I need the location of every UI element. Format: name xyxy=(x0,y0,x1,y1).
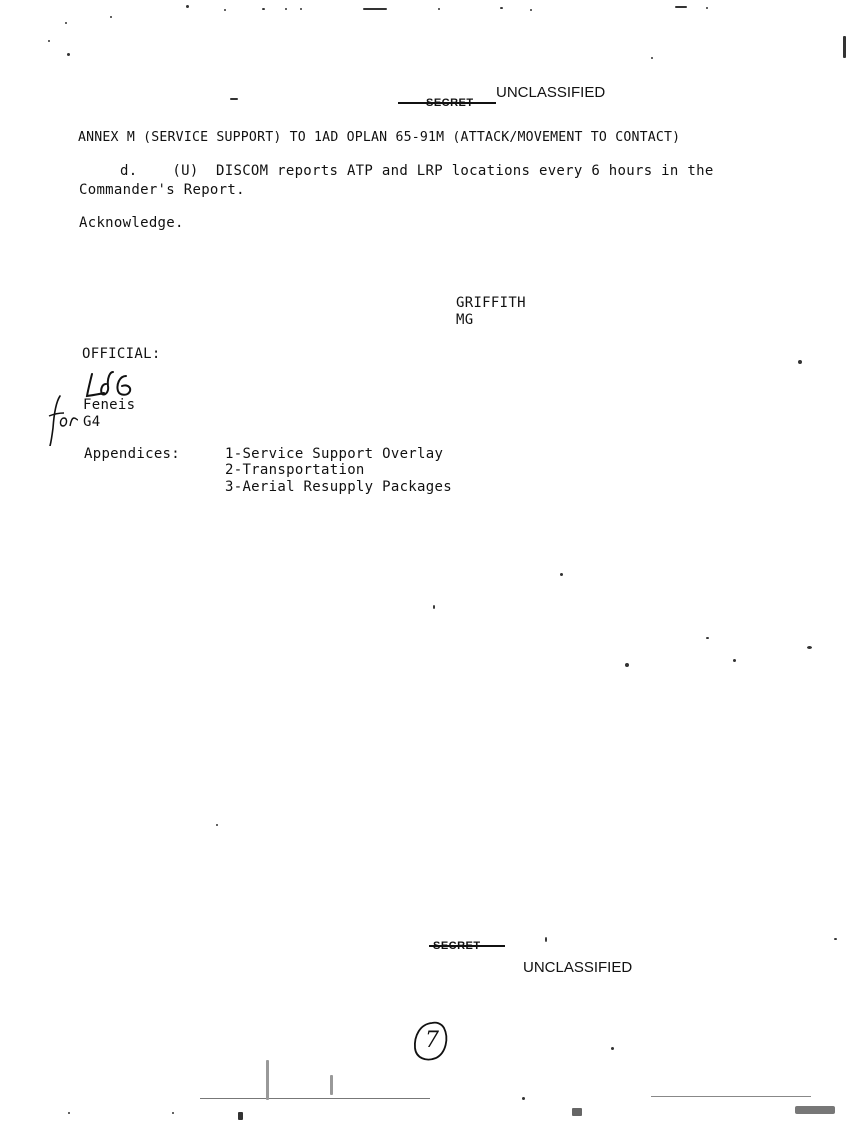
signature-rank: MG xyxy=(456,312,474,328)
header-marking: UNCLASSIFIED xyxy=(496,84,606,101)
appendix-item: 3-Aerial Resupply Packages xyxy=(225,479,452,495)
footer-marking: UNCLASSIFIED xyxy=(523,959,633,976)
page-number-text: 7 xyxy=(425,1028,439,1053)
header-strike-line xyxy=(398,102,496,104)
paragraph-d-line1: d. (U) DISCOM reports ATP and LRP locations every 6 hours in the xyxy=(120,163,714,179)
official-title: G4 xyxy=(83,414,101,430)
signature-name: GRIFFITH xyxy=(456,295,526,311)
footer-strike-line xyxy=(429,945,505,947)
acknowledge-text: Acknowledge. xyxy=(79,215,184,231)
annex-title: ANNEX M (SERVICE SUPPORT) TO 1AD OPLAN 65-91M (ATTACK/MOVEMENT TO CONTACT) xyxy=(78,130,681,145)
appendices-label: Appendices: xyxy=(84,446,181,462)
page-number xyxy=(412,1020,450,1064)
appendix-item: 2-Transportation xyxy=(225,462,365,478)
official-label: OFFICIAL: xyxy=(82,346,161,362)
paragraph-d-line2: Commander's Report. xyxy=(79,182,245,198)
official-name: Feneis xyxy=(83,397,136,413)
appendix-item: 1-Service Support Overlay xyxy=(225,446,444,462)
